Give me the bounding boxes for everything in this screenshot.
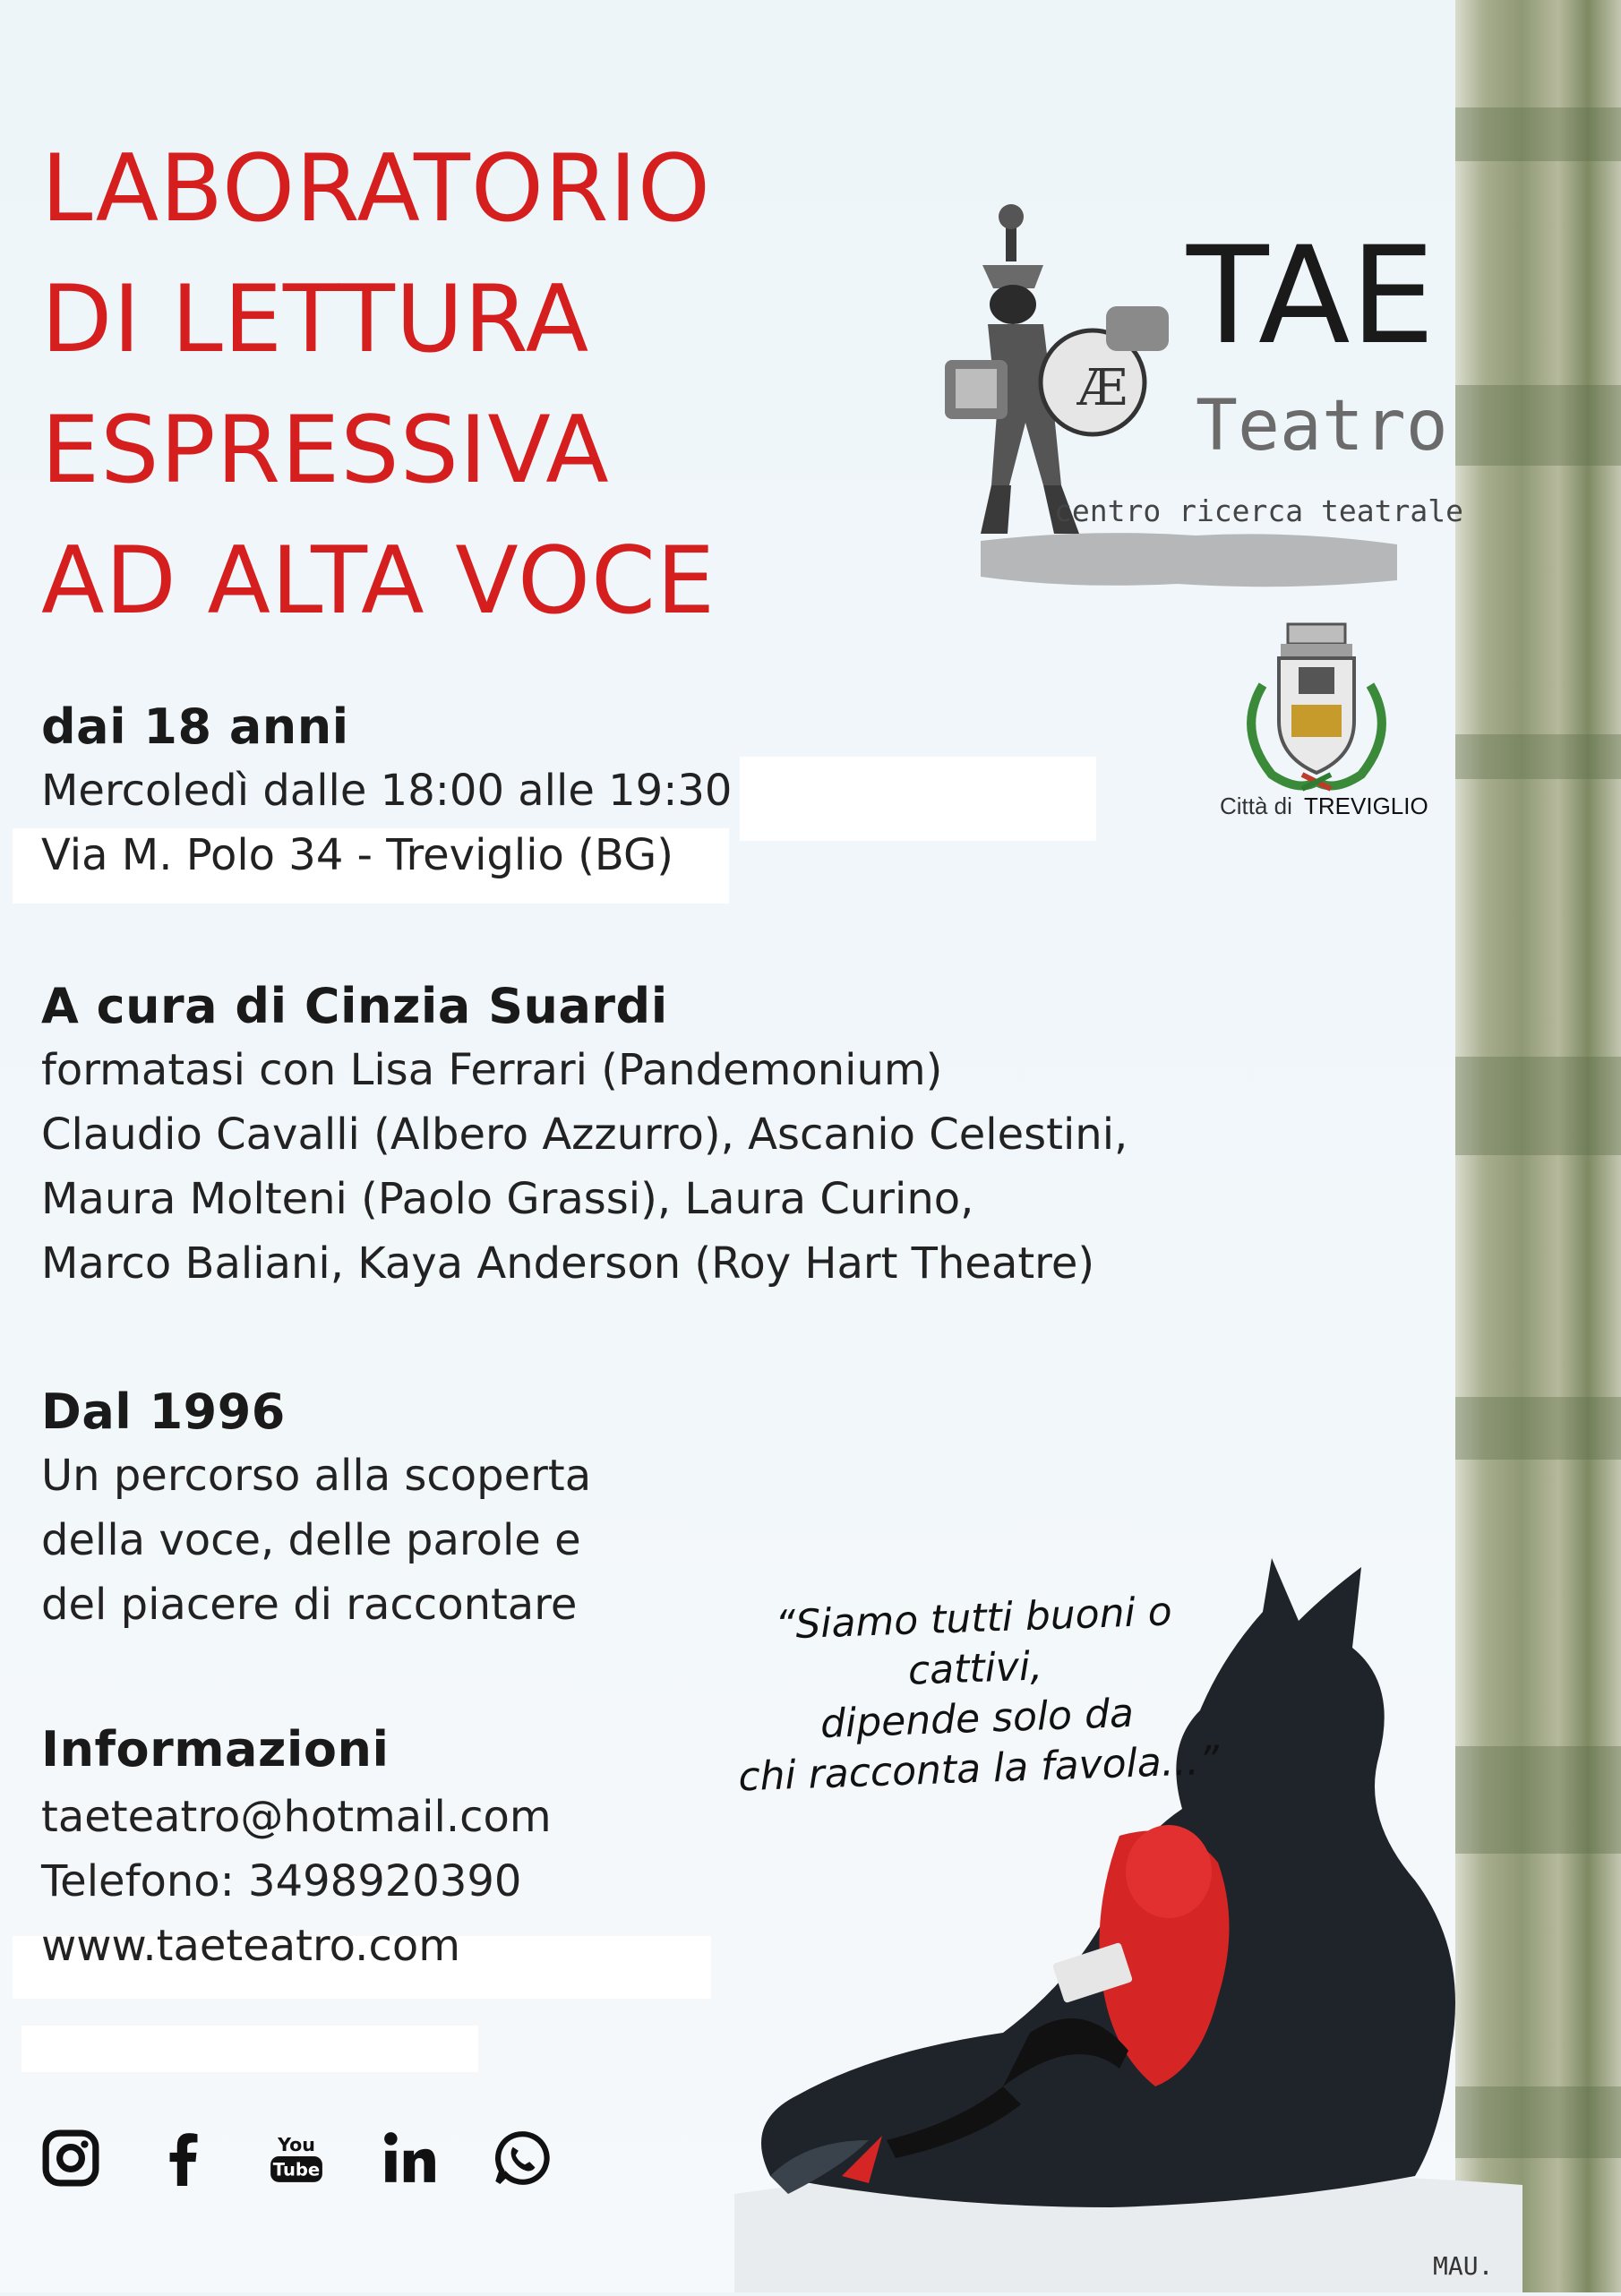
- history-heading: Dal 1996: [41, 1384, 286, 1440]
- white-box: [740, 757, 1096, 841]
- curator-section: [41, 978, 1128, 1296]
- coat-of-arms-icon: [1209, 622, 1428, 819]
- age-range: dai 18 anni: [41, 698, 349, 755]
- citta-di-treviglio-logo: [1209, 622, 1428, 819]
- curator-line: Maura Molteni (Paolo Grassi), Laura Curino,: [41, 1174, 974, 1224]
- logo-tagline: centro ricerca teatrale: [1054, 493, 1463, 528]
- title-line-4: AD ALTA VOCE: [41, 527, 716, 635]
- schedule-section: [41, 698, 732, 887]
- schedule-address: Via M. Polo 34 - Treviglio (BG): [41, 830, 673, 880]
- tae-teatro-logo-graphic: [909, 190, 1463, 602]
- tae-teatro-logo: [909, 190, 1463, 602]
- history-section: [41, 1384, 591, 1637]
- linkedin-icon[interactable]: [378, 2127, 441, 2189]
- contacts-heading: Informazioni: [41, 1721, 390, 1778]
- contact-website[interactable]: www.taeteatro.com: [41, 1921, 460, 1971]
- tae-logo-text: TAE: [1187, 218, 1436, 374]
- artist-signature: MAU.: [1433, 2251, 1494, 2281]
- history-line: Un percorso alla scoperta: [41, 1451, 592, 1501]
- social-icons-row: [39, 2127, 577, 2189]
- schedule-time: Mercoledì dalle 18:00 alle 19:30: [41, 766, 733, 816]
- curator-line: Claudio Cavalli (Albero Azzurro), Ascanio Celestini,: [41, 1109, 1128, 1160]
- white-box: [21, 2026, 478, 2072]
- history-line: del piacere di raccontare: [41, 1580, 578, 1630]
- teatro-logo-text: Teatro: [1196, 386, 1448, 467]
- title-line-3: ESPRESSIVA: [41, 397, 610, 504]
- city-label-name: TREVIGLIO: [1304, 792, 1428, 819]
- curator-line: Marco Baliani, Kaya Anderson (Roy Hart Theatre): [41, 1238, 1095, 1289]
- contact-email[interactable]: taeteatro@hotmail.com: [41, 1792, 552, 1842]
- youtube-you-text: You: [278, 2133, 315, 2155]
- svg-text:Æ: Æ: [1077, 359, 1128, 417]
- quote-line-1: “Siamo tutti buoni o cattivi,: [774, 1589, 1173, 1694]
- facebook-icon[interactable]: [152, 2127, 215, 2189]
- contact-phone[interactable]: Telefono: 3498920390: [41, 1856, 522, 1906]
- youtube-tube-text: Tube: [272, 2159, 321, 2180]
- quote-line-3: chi racconta la favola...”: [737, 1737, 1221, 1801]
- page-title: [41, 124, 716, 647]
- youtube-icon[interactable]: [265, 2127, 328, 2189]
- wolf-quote: [704, 1585, 1248, 1804]
- city-label-prefix: Città di: [1220, 792, 1292, 819]
- quote-line-2: dipende solo da: [819, 1690, 1135, 1748]
- curator-heading: A cura di Cinzia Suardi: [41, 978, 668, 1034]
- contacts-section: [41, 1721, 552, 1978]
- curator-line: formatasi con Lisa Ferrari (Pandemonium): [41, 1045, 943, 1095]
- instagram-icon[interactable]: [39, 2127, 102, 2189]
- title-line-2: DI LETTURA: [41, 266, 590, 373]
- history-line: della voce, delle parole e: [41, 1515, 581, 1565]
- whatsapp-icon[interactable]: [491, 2127, 553, 2189]
- title-line-1: LABORATORIO: [41, 135, 711, 243]
